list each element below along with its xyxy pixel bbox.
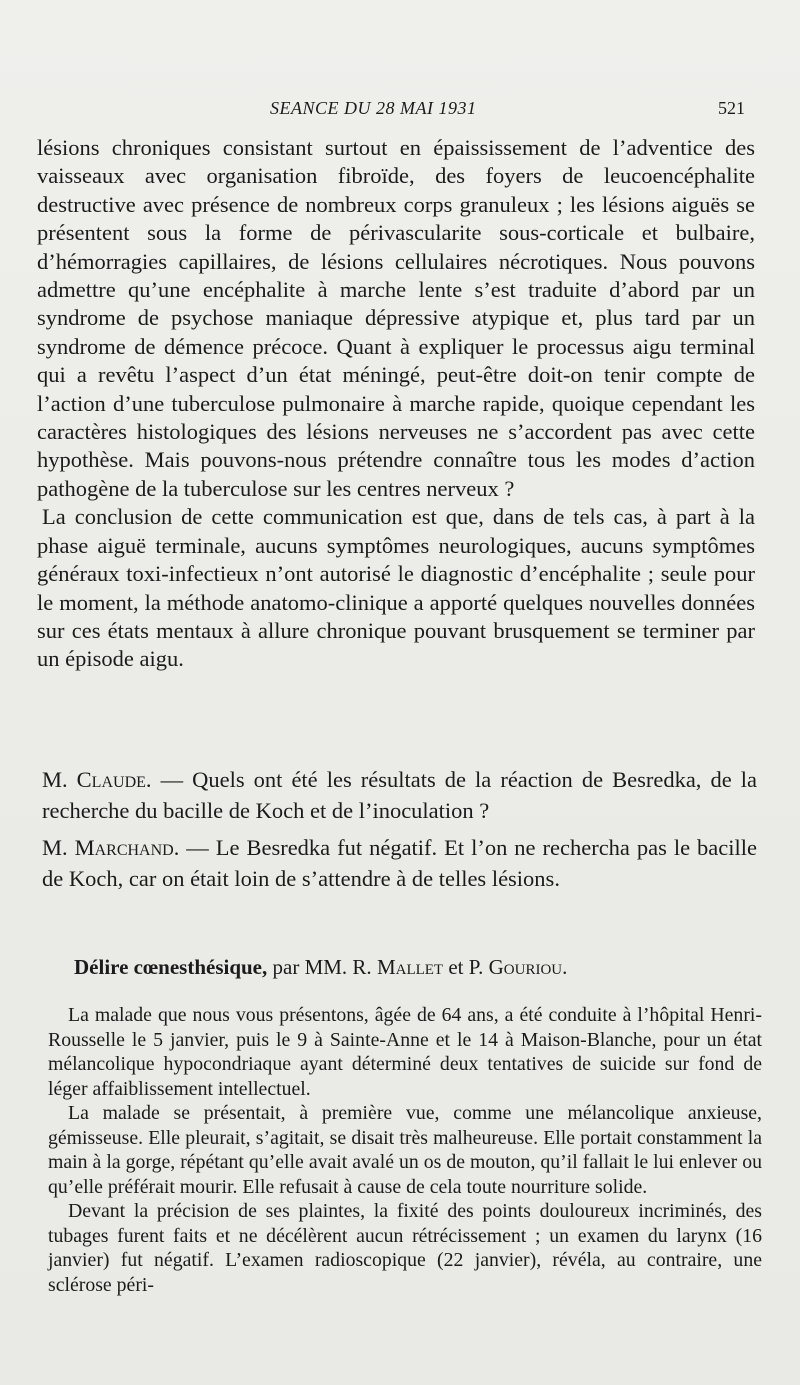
main-text (37, 134, 755, 674)
speaker-text: — Quels ont été les résultats de la réaction de Besredka, de la recherche du bacille de Koch et de l’inoculation ? (42, 767, 757, 823)
speaker-name: M. Marchand. (42, 835, 180, 860)
paragraph: La conclusion de cette communication est que, dans de tels cas, à part à la phase aiguë terminale, aucuns symptômes neurologiques, aucuns symptômes généraux toxi-infectieux n’ont autorisé le diagnostic d’encéphalite ; seule pour le moment, la méthode anatomo-clinique a apporté quelques nouvelles données sur ces états mentaux à allure chronique pouvant brusquement se terminer par un épisode aigu. (37, 504, 755, 672)
paragraph: lésions chroniques consistant surtout en épaississement de l’adventice des vaisseaux avec organisation fibroïde, des foyers de leucoencéphalite destructive avec présence de nombreux corps granuleux ; les lésions aiguës se présentent sous la forme de périvascularite sous-corticale et bulbaire, d’hémorragies capillaires, de lésions cellulaires nécrotiques. Nous pouvons admettre qu’une encéphalite à marche lente s’est traduite d’abord par un syndrome de psychose maniaque dépressive atypique et, plus tard par un syndrome de démence précoce. Quant à expliquer le processus aigu terminal qui a revêtu l’aspect d’un état méningé, peut-être doit-on tenir compte de l’action d’une tuberculose pulmonaire à marche rapide, quoique cependant les caractères histologiques des lésions nerveuses ne s’accordent pas avec cette hypothèse. Mais pouvons-nous prétendre connaître tous les modes d’action pathogène de la tuberculose sur les centres nerveux ? (37, 135, 755, 501)
section-and: et P. (443, 955, 489, 979)
speaker-name: M. Claude. (42, 767, 152, 792)
section-by: par MM. R. (267, 955, 377, 979)
page-number: 521 (718, 98, 745, 118)
author-name: Mallet (376, 955, 444, 979)
discussion-claude (42, 765, 757, 826)
case-report (48, 1003, 762, 1297)
page-header (0, 98, 800, 124)
paragraph: La malade se présentait, à première vue, comme une mélancolique anxieuse, gémisseuse. Elle pleurait, s’agitait, se disait très malheureuse. Elle portait constamment la main à la gorge, répétant qu’elle avait avalé un os de mouton, qu’il fallait le lui enlever ou qu’elle préférait mourir. Elle refusait à cause de cela toute nourriture solide. (48, 1102, 762, 1198)
section-title (74, 955, 764, 980)
paragraph: La malade que nous vous présentons, âgée de 64 ans, a été conduite à l’hôpital Henri-Rousselle le 5 janvier, puis le 9 à Sainte-Anne et le 14 à Maison-Blanche, pour un état mélancolique hypocondriaque ayant déterminé deux tentatives de suicide sur fond de léger affaiblissement intellectuel. (48, 1004, 762, 1100)
running-title: SEANCE DU 28 MAI 1931 (270, 98, 477, 118)
author-name: Gouriou. (488, 955, 568, 979)
paragraph: Devant la précision de ses plaintes, la fixité des points douloureux incriminés, des tubages furent faits et ne décélèrent aucun rétrécissement ; un examen du larynx (16 janvier) fut négatif. L’examen radioscopique (22 janvier), révéla, au contraire, une sclérose péri- (48, 1200, 762, 1296)
section-heading: Délire cœnesthésique, (74, 955, 268, 979)
discussion-marchand (42, 833, 757, 894)
speaker-text: — Le Besredka fut négatif. Et l’on ne rechercha pas le bacille de Koch, car on était loin de s’attendre à de telles lésions. (42, 835, 757, 891)
